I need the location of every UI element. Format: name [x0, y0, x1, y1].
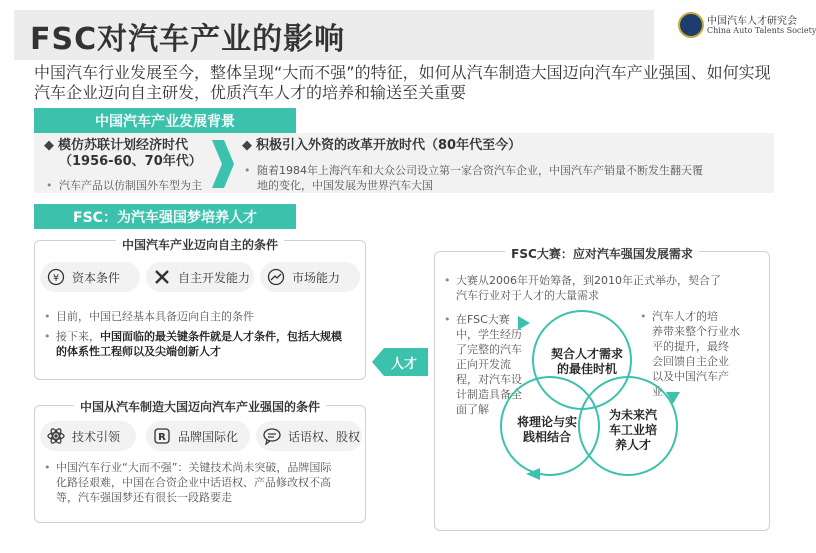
era-reform-opening: [242, 138, 772, 193]
fsc-banner: FSC：为汽车强国梦培养人才: [34, 204, 296, 229]
society-logo-icon: [678, 12, 704, 38]
contest-right-note: • 汽车人才的培 养带来整个行业水 平的提升，最终 会回馈自主企业 以及中国汽车产 业: [640, 310, 740, 398]
background-banner: 中国汽车产业发展背景: [34, 108, 296, 133]
intro-paragraph: 中国汽车行业发展至今，整体呈现“大而不强”的特征，如何从汽车制造大国迈向汽车产业强国、如何实现汽车企业迈向自主研发，优质汽车人才的培养和输送至关重要: [34, 63, 771, 102]
power-bullet-1: • 中国汽车行业“大而不强”：关键技术尚未突破，品牌国际 化路径艰难，中国在合资企业中话语权、产品修改权不高 等，汽车强国梦还有很长一段路要走: [44, 460, 362, 505]
diamond-bullet-icon: ◆: [242, 138, 252, 153]
pill-tech-lead: [40, 421, 136, 451]
talent-arrow-label: 人才: [390, 357, 417, 372]
contest-bullet: • 大赛从2006年开始筹备，到2010年正式举办，契合了 汽车行业对于人才的大量需求: [444, 273, 764, 303]
autonomy-bullets: [44, 309, 362, 359]
tools-icon: [152, 267, 172, 287]
venn-left-label: 将理论与实 践相结合: [516, 415, 577, 444]
contest-left-note: • 在FSC大赛 中，学生经历 了完整的汽车 正向开发流 程，对汽车设 计制造具备全 面了解: [444, 313, 522, 416]
registered-icon: [152, 426, 172, 446]
pill-market: [260, 262, 360, 292]
logo-text-cn: 中国汽车人才研究会: [707, 16, 797, 27]
fsc-contest-title: FSC大赛：应对汽车强国发展需求: [434, 245, 770, 262]
pill-self-development: [146, 262, 254, 292]
pill-label: 市场能力: [292, 270, 341, 285]
page-title: FSC对汽车产业的影响: [30, 22, 346, 57]
logo-text-en: China Auto Talents Society: [707, 26, 816, 35]
pill-brand: [146, 421, 250, 451]
venn-top-label: 契合人才需求 的最佳时机: [550, 347, 623, 376]
pill-label: 自主开发能力: [178, 270, 251, 285]
era-planned-years: （1956-60、70年代）: [59, 154, 202, 169]
svg-text:R: R: [158, 432, 166, 443]
trend-chart-icon: [266, 267, 286, 287]
venn-arrow-icon: [526, 468, 540, 480]
venn-arrow-icon: [666, 392, 680, 404]
era-planned-detail: • 汽车产品以仿制国外车型为主: [46, 179, 202, 192]
power-conditions-title: 中国从汽车制造大国迈向汽车产业强国的条件: [34, 398, 366, 415]
era-reform-heading: ◆ 积极引入外资的改革开放时代（80年代至今）: [242, 138, 522, 153]
autonomy-bullet-2: • 接下来，中国面临的最关键条件就是人才条件，包括大规模 的体系性工程师以及尖端创新人才: [44, 329, 362, 359]
chat-bubble-icon: [262, 426, 282, 446]
venn-right-label: 为未来汽 车工业培 养人才: [608, 408, 657, 452]
pill-label: 技术引领: [72, 429, 121, 444]
pill-label: 资本条件: [72, 270, 121, 285]
era-planned-heading: ◆ 模仿苏联计划经济时代: [44, 138, 189, 153]
era-planned-economy: [44, 138, 214, 193]
chevron-right-icon: [210, 138, 236, 190]
yen-icon: [46, 267, 66, 287]
svg-text:¥: ¥: [52, 273, 60, 284]
era-reform-detail: • 随着1984年上海汽车和大众公司设立第一家合资汽车企业，中国汽车产销量不断发生翻天覆 地的变化，中国发展为世界汽车大国: [244, 164, 703, 192]
pill-capital: [40, 262, 140, 292]
diamond-bullet-icon: ◆: [44, 138, 54, 153]
autonomy-bullet-1: • 目前，中国已经基本具备迈向自主的条件: [44, 309, 362, 324]
pill-voice-equity: [256, 421, 362, 451]
power-bullets: [44, 460, 362, 505]
pill-label: 品牌国际化: [178, 429, 239, 444]
pill-label: 话语权、股权: [288, 429, 361, 444]
venn-arrow-icon: [518, 316, 530, 330]
autonomy-conditions-title: 中国汽车产业迈向自主的条件: [34, 236, 366, 253]
atom-icon: [46, 426, 66, 446]
